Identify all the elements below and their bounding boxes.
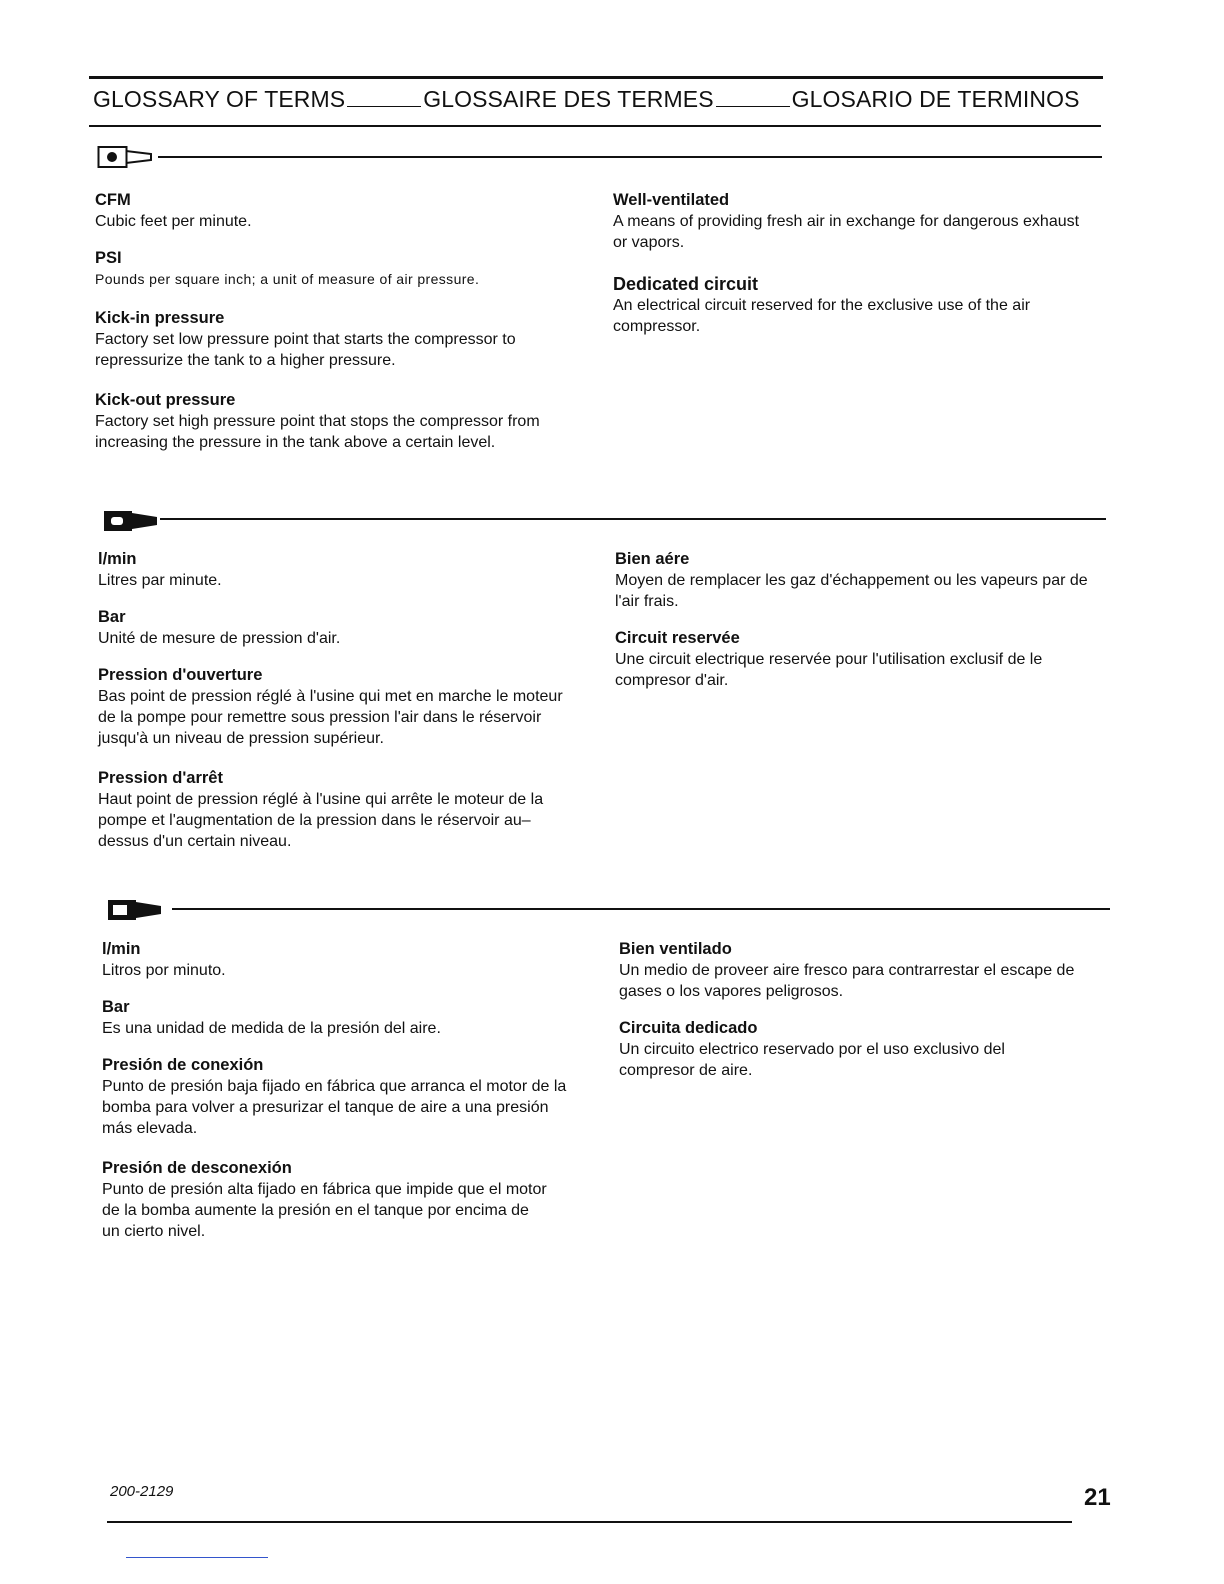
term-definition: Factory set low pressure point that starts the compressor to repressurize the tank to a higher pressure.	[95, 331, 516, 369]
term-title: Circuit reservée	[615, 629, 740, 647]
glossary-entry	[102, 996, 582, 1039]
english-flag-icon	[97, 145, 153, 169]
term-title: Presión de desconexión	[102, 1159, 292, 1177]
term-title: Presión de conexión	[102, 1056, 264, 1074]
term-definition: Un medio de proveer aire fresco para contrarrestar el escape de gases o los vapores peligrosos.	[619, 962, 1075, 1000]
term-title: Well-ventilated	[613, 191, 730, 209]
glossary-entry	[619, 938, 1099, 1002]
document-code: 200-2129	[110, 1483, 174, 1500]
term-title: Bien aére	[615, 550, 690, 568]
glossary-entry	[102, 1157, 582, 1242]
term-title: PSI	[95, 249, 122, 267]
french-flag-icon	[103, 508, 159, 534]
english-left-column	[95, 189, 585, 468]
spanish-left-column	[102, 938, 582, 1257]
glossary-entry	[95, 247, 585, 290]
section-rule-french	[160, 518, 1106, 520]
glossary-entry	[102, 1054, 582, 1139]
term-definition: Litros por minuto.	[102, 962, 226, 979]
term-definition: Haut point de pression réglé à l'usine qui arrête le moteur de la pompe et l'augmentation de la pression dans le réservoir au–dessus d'un certain niveau.	[98, 791, 544, 850]
section-rule-english	[158, 156, 1102, 158]
term-definition: Factory set high pressure point that stops the compressor from increasing the pressure in the tank above a certain level.	[95, 413, 540, 451]
term-definition: Punto de presión alta fijado en fábrica que impide que el motor de la bomba aumente la presión en el tanque por encima de un cierto nivel.	[102, 1181, 547, 1240]
term-title: Dedicated circuit	[613, 274, 759, 294]
term-definition: Bas point de pression réglé à l'usine qui met en marche le moteur de la pompe pour remettre sous pression l'air dans le réservoir jusqu'à un niveau de pression supérieur.	[98, 688, 563, 747]
term-definition: Une circuit electrique reservée pour l'utilisation exclusif de le compresor d'air.	[615, 651, 1043, 689]
header-top-rule	[89, 76, 1103, 79]
term-definition: Es una unidad de medida de la presión del aire.	[102, 1020, 441, 1037]
term-definition: An electrical circuit reserved for the exclusive use of the air compressor.	[613, 297, 1031, 335]
title-french: GLOSSAIRE DES TERMES	[423, 86, 714, 112]
title-english: GLOSSARY OF TERMS	[93, 86, 346, 112]
spanish-right-column	[619, 938, 1099, 1096]
glossary-entry	[615, 548, 1095, 612]
term-title: Bien ventilado	[619, 940, 732, 958]
footer-rule	[107, 1521, 1072, 1523]
french-left-column	[98, 548, 588, 867]
glossary-entry	[95, 307, 585, 371]
spanish-flag-icon	[107, 897, 163, 923]
term-title: Pression d'arrêt	[98, 769, 223, 787]
glossary-entry	[615, 627, 1095, 691]
section-rule-spanish	[172, 908, 1110, 910]
term-definition: Pounds per square inch; a unit of measure of air pressure.	[95, 271, 480, 287]
page-title	[93, 86, 1103, 113]
glossary-entry	[102, 938, 582, 981]
english-right-column	[613, 189, 1083, 352]
term-definition: A means of providing fresh air in exchange for dangerous exhaust or vapors.	[613, 213, 1080, 251]
title-separator	[347, 89, 421, 107]
term-definition: Unité de mesure de pression d'air.	[98, 630, 341, 647]
glossary-entry	[98, 606, 588, 649]
term-title: Kick-out pressure	[95, 391, 236, 409]
french-right-column	[615, 548, 1095, 706]
term-title: l/min	[98, 550, 137, 568]
term-definition: Cubic feet per minute.	[95, 213, 252, 230]
term-title: l/min	[102, 940, 141, 958]
term-title: Circuita dedicado	[619, 1019, 758, 1037]
glossary-entry	[98, 548, 588, 591]
term-definition: Litres par minute.	[98, 572, 222, 589]
term-title: CFM	[95, 191, 131, 209]
term-title: Bar	[102, 998, 130, 1016]
glossary-entry	[95, 189, 585, 232]
glossary-entry	[95, 389, 585, 453]
term-title: Kick-in pressure	[95, 309, 225, 327]
term-title: Pression d'ouverture	[98, 666, 263, 684]
page-number: 21	[1084, 1484, 1111, 1511]
title-spanish: GLOSARIO DE TERMINOS	[791, 86, 1080, 112]
glossary-entry	[619, 1017, 1099, 1081]
term-definition: Un circuito electrico reservado por el uso exclusivo del compresor de aire.	[619, 1041, 1005, 1079]
header-bottom-rule	[89, 125, 1101, 127]
term-title: Bar	[98, 608, 126, 626]
glossary-entry	[613, 189, 1083, 253]
glossary-entry	[613, 273, 1083, 337]
glossary-entry	[98, 767, 588, 852]
title-separator	[716, 89, 790, 107]
term-definition: Punto de presión baja fijado en fábrica que arranca el motor de la bomba para volver a presurizar el tanque de aire a una presión más elevada.	[102, 1078, 567, 1137]
glossary-entry	[98, 664, 588, 749]
footer-short-rule	[126, 1557, 268, 1558]
term-definition: Moyen de remplacer les gaz d'échappement ou les vapeurs par de l'air frais.	[615, 572, 1088, 610]
